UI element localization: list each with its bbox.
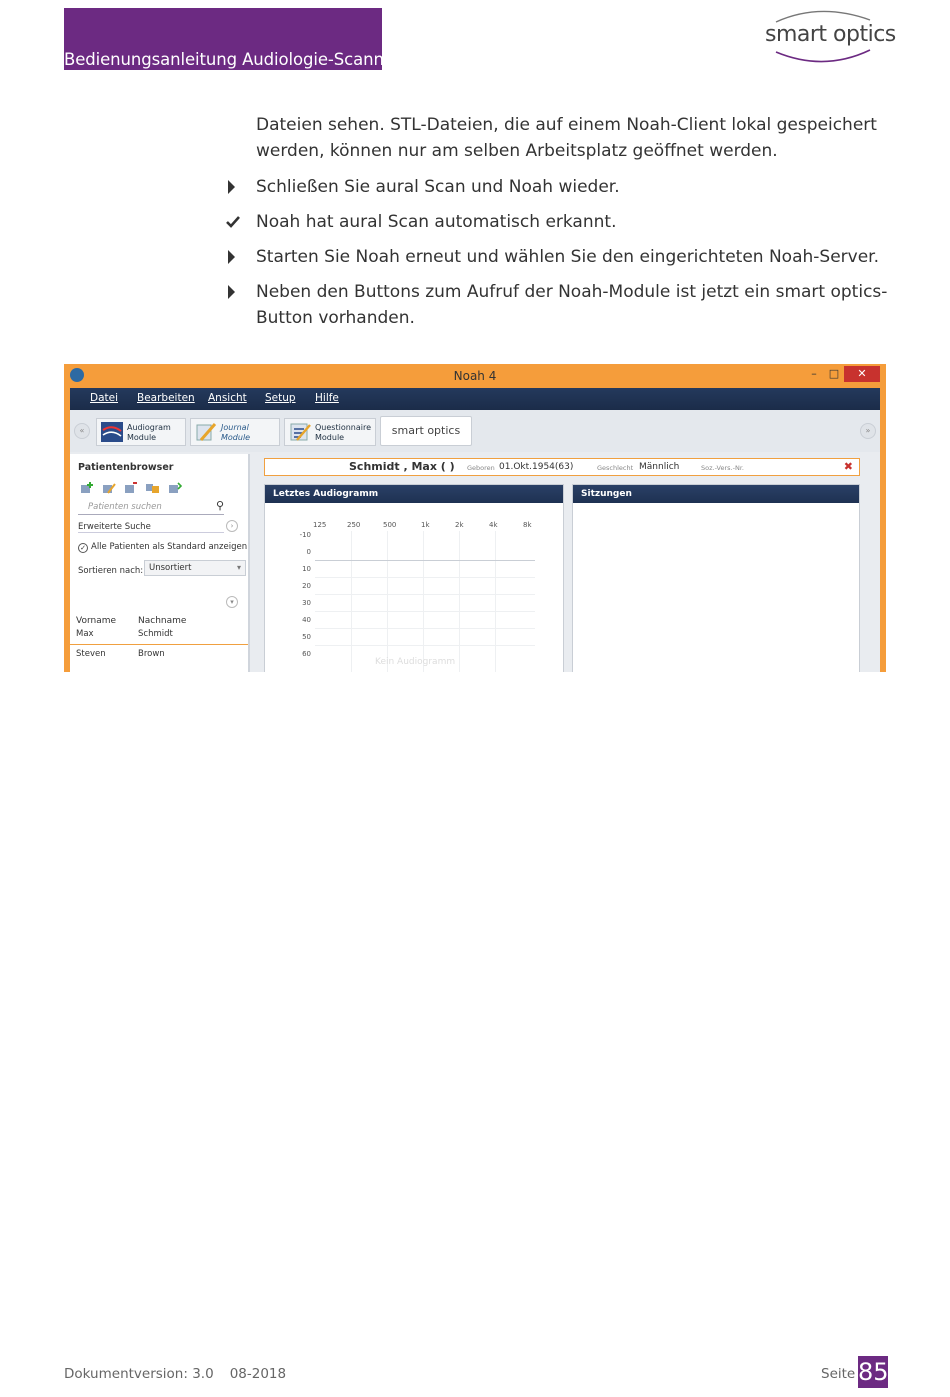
journal-icon (195, 422, 217, 442)
window-title: Noah 4 (453, 369, 497, 383)
audiogram-module-button[interactable] (96, 418, 186, 446)
no-audiogram-text: Kein Audiogramm (375, 657, 456, 667)
freq-label: 1k (421, 521, 430, 529)
gender-label: Geschlecht (597, 464, 634, 472)
header-bar (64, 8, 401, 70)
module-label: Audiogram Module (127, 423, 171, 442)
sort-select[interactable] (144, 560, 246, 576)
patient-browser-title: Patientenbrowser (78, 462, 174, 473)
grid-line (423, 531, 424, 672)
minimize-button[interactable]: – (811, 367, 817, 380)
grid-line (315, 628, 535, 629)
sort-label: Sortieren nach: (78, 566, 144, 576)
arrow-bullet-icon (226, 174, 240, 200)
search-placeholder: Patienten suchen (88, 502, 162, 512)
grid-line (459, 531, 460, 672)
insurance-label: Soz.-Vers.-Nr. (701, 464, 744, 472)
step-text: Starten Sie Noah erneut und wählen Sie den eingerichteten Noah-Server. (256, 247, 879, 267)
table-row[interactable] (70, 626, 248, 645)
grid-line (495, 531, 496, 672)
patient-browser (70, 454, 250, 672)
menu-ansicht[interactable]: Ansicht (208, 392, 247, 404)
level-label: 60 (302, 650, 311, 658)
edit-patient-icon[interactable] (102, 482, 116, 494)
level-label: 30 (302, 599, 311, 607)
freq-label: 4k (489, 521, 498, 529)
grid-line (315, 577, 535, 578)
advanced-search-link[interactable]: Erweiterte Suche (78, 522, 224, 533)
expand-search-icon[interactable]: › (226, 520, 238, 532)
continuation-paragraph: Dateien sehen. STL-Dateien, die auf einem Noah-Client lokal gespeichert werden, können nur am selben Arbeitsplatz geöffnet werden. (256, 115, 877, 161)
freq-label: 500 (383, 521, 397, 529)
cell-firstname: Max (76, 629, 94, 639)
add-patient-icon[interactable] (80, 482, 94, 494)
step-text: Schließen Sie aural Scan und Noah wieder. (256, 177, 620, 197)
cell-lastname: Schmidt (138, 629, 173, 639)
level-label: -10 (299, 531, 311, 539)
instruction-step (220, 244, 900, 270)
zero-line (315, 560, 535, 561)
noah-screenshot (64, 364, 886, 672)
logo-text: smart optics (765, 22, 896, 47)
audiogram-panel-title: Letztes Audiogramm (265, 485, 563, 503)
check-bullet-icon (226, 209, 240, 235)
freq-label: 250 (347, 521, 361, 529)
module-label: Journal Module (221, 423, 251, 442)
sessions-panel (572, 484, 860, 672)
audiogram-icon (101, 422, 123, 442)
sessions-panel-title: Sitzungen (573, 485, 859, 503)
gender-value: Männlich (639, 462, 680, 472)
window-titlebar (64, 364, 886, 388)
result-step (220, 209, 900, 235)
freq-label: 2k (455, 521, 464, 529)
column-lastname[interactable]: Nachname (138, 616, 187, 626)
chevron-down-icon: ▾ (236, 563, 241, 572)
last-audiogram-panel (264, 484, 564, 672)
questionnaire-icon (289, 422, 311, 442)
grid-line (351, 531, 352, 672)
journal-module-button[interactable] (190, 418, 280, 446)
level-label: 40 (302, 616, 311, 624)
close-button[interactable]: ✕ (844, 366, 880, 382)
step-text: Neben den Buttons zum Aufruf der Noah-Module ist jetzt ein smart optics-Button vorhanden. (256, 282, 888, 328)
freq-label: 125 (313, 521, 327, 529)
import-patient-icon[interactable] (168, 482, 182, 494)
sort-value: Unsortiert (149, 563, 192, 573)
level-label: 20 (302, 582, 311, 590)
show-all-label: Alle Patienten als Standard anzeigen (91, 542, 248, 552)
body-text (220, 112, 900, 340)
footer (64, 1366, 286, 1382)
forward-nav-icon[interactable]: » (860, 423, 876, 439)
maximize-button[interactable]: □ (828, 367, 840, 380)
close-patient-icon[interactable]: ✖ (843, 460, 853, 473)
level-label: 0 (306, 548, 311, 556)
table-row[interactable] (70, 646, 248, 664)
cell-firstname: Steven (76, 649, 106, 659)
patient-name: Schmidt , Max ( ) (349, 460, 455, 473)
arrow-bullet-icon (226, 279, 240, 305)
module-toolbar (70, 410, 880, 452)
freq-label: 8k (523, 521, 532, 529)
document-title: Bedienungsanleitung Audiologie-Scanner (64, 50, 401, 69)
page-number: 85 (858, 1358, 889, 1386)
back-nav-icon[interactable]: « (74, 423, 90, 439)
arrow-bullet-icon (226, 244, 240, 270)
born-label: Geboren (467, 464, 495, 472)
app-body (70, 410, 880, 672)
patient-toolbar (80, 482, 190, 496)
show-all-checkbox[interactable] (78, 542, 247, 553)
questionnaire-module-button[interactable] (284, 418, 376, 446)
patient-search-input[interactable] (78, 500, 224, 515)
menu-bar (70, 388, 880, 410)
module-label: Questionnaire Module (315, 423, 372, 442)
grid-line (315, 645, 535, 646)
audiogram-chart (295, 521, 535, 672)
smart-optics-logo (758, 6, 896, 68)
delete-patient-icon[interactable] (124, 482, 138, 494)
menu-setup[interactable]: Setup (265, 392, 296, 404)
instruction-step (220, 174, 900, 200)
menu-hilfe[interactable]: Hilfe (315, 392, 339, 404)
smart-optics-button[interactable]: smart optics (380, 416, 472, 446)
level-label: 10 (302, 565, 311, 573)
search-icon[interactable]: ⚲ (215, 499, 224, 512)
menu-datei[interactable]: Datei (90, 392, 119, 404)
grid-line (315, 611, 535, 612)
grid-line (387, 531, 388, 672)
grid-line (315, 594, 535, 595)
active-patient-bar (264, 458, 860, 476)
document-version: Dokumentversion: 3.0 (64, 1366, 214, 1382)
merge-patient-icon[interactable] (146, 482, 160, 494)
born-value: 01.Okt.1954(63) (499, 462, 574, 472)
menu-bearbeiten[interactable]: Bearbeiten (137, 392, 195, 404)
step-text: Noah hat aural Scan automatisch erkannt. (256, 212, 617, 232)
instruction-step (220, 279, 900, 331)
checkbox-icon[interactable]: ✓ (78, 543, 88, 553)
page-label: Seite (821, 1366, 856, 1382)
cell-lastname: Brown (138, 649, 165, 659)
level-label: 50 (302, 633, 311, 641)
collapse-icon[interactable]: ▾ (226, 596, 238, 608)
document-date: 08-2018 (229, 1366, 287, 1382)
column-firstname[interactable]: Vorname (76, 616, 117, 626)
